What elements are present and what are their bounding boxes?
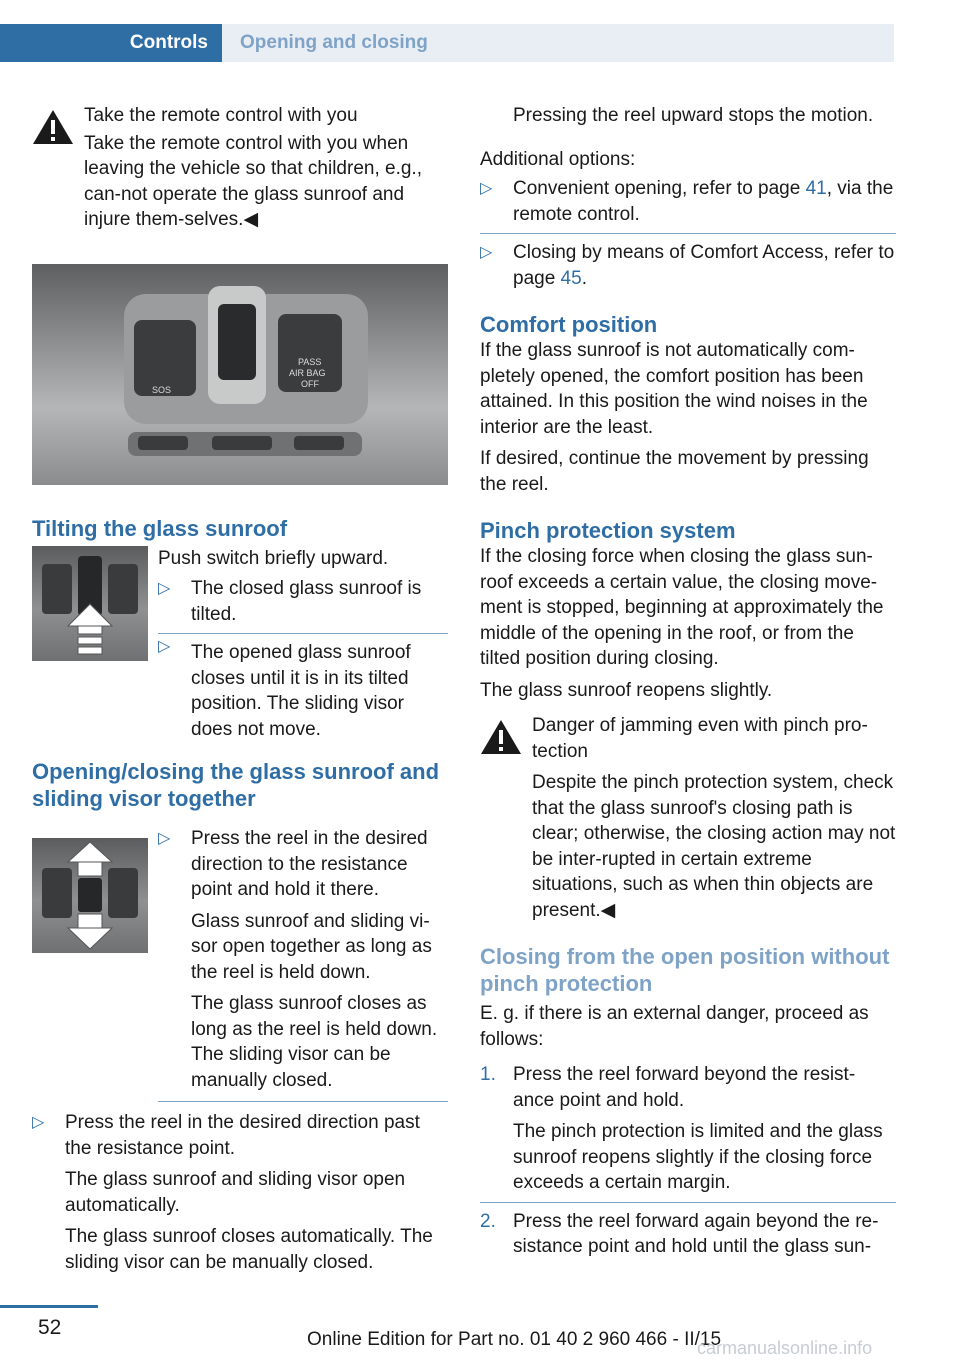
bullet-triangle-icon: ▷	[480, 180, 493, 197]
heading-comfort-position: Comfort position	[480, 312, 658, 337]
warning-title: Take the remote control with you	[84, 105, 358, 126]
header-bar	[0, 24, 894, 62]
watermark: carmanualsonline.info	[697, 1338, 873, 1358]
roof-console-illustration	[32, 264, 448, 485]
right-column	[480, 103, 896, 1260]
comfort-paragraph-2: If desired, continue the movement by pressing the reel.	[480, 448, 869, 495]
off-label: OFF	[301, 378, 319, 389]
list-item: ▷ The closed glass sunroof is tilted.	[158, 576, 448, 634]
comfort-paragraph: If the glass sunroof is not automatically com-pletely opened, the comfort position has been attained. In this position the wind noises in the interior are the least.	[480, 340, 868, 438]
step-number: 2.	[480, 1210, 496, 1232]
list-item-step-1: 1. Press the reel forward beyond the resist-ance point and hold. The pinch protection is limited and the glass sunroof reopens slightly if the closing force exceeds a certain margin.	[480, 1062, 896, 1203]
tab-controls[interactable]: Controls	[0, 24, 222, 62]
pinch-paragraph-2: The glass sunroof reopens slightly.	[480, 679, 773, 701]
warning-title: Danger of jamming even with pinch pro-tection	[532, 715, 868, 762]
continued-text: Pressing the reel upward stops the motion.	[513, 105, 874, 126]
warning-remote-control	[32, 103, 448, 233]
closing-intro: E. g. if there is an external danger, proceed as follows:	[480, 1003, 869, 1050]
list-item-step-2: 2. Press the reel forward again beyond the re-sistance point and hold until the glass sun-	[480, 1210, 879, 1257]
warning-jamming	[480, 713, 896, 923]
list-item: ▷ The opened glass sunroof closes until it is in its tilted position. The sliding visor does not move.	[158, 634, 448, 742]
tilt-switch-thumbnail	[32, 546, 148, 661]
warning-text: leaving the vehicle so that children, e.g., can-not operate the glass sunroof and injure them-selves.◀	[84, 158, 422, 230]
heading-closing-without-pinch: Closing from the open position without pinch protection	[480, 944, 890, 996]
airbag-label: AIR BAG	[289, 367, 326, 378]
bullet-triangle-icon: ▷	[32, 1114, 45, 1131]
bullet-triangle-icon: ▷	[480, 244, 493, 261]
open-close-switch-thumbnail	[32, 838, 148, 953]
bullet-triangle-icon: ▷	[158, 580, 171, 597]
step-number: 1.	[480, 1064, 496, 1085]
warning-triangle-icon	[32, 109, 74, 145]
tilting-intro: Push switch briefly upward.	[158, 547, 389, 569]
arrow-up-icon	[32, 546, 148, 661]
pinch-paragraph: If the closing force when closing the glass sun-roof exceeds a certain value, the closing move-ment is stopped, beginning at approximately the middle of the opening in the roof, or from the tilted position during closing.	[480, 546, 884, 669]
bullet-triangle-icon: ▷	[158, 830, 171, 847]
page-number: 52	[38, 1316, 62, 1339]
heading-tilting: Tilting the glass sunroof	[32, 515, 288, 541]
left-column	[32, 103, 448, 1275]
heading-opening-closing: Opening/closing the glass sunroof and sliding visor together	[32, 759, 440, 811]
list-item: ▷ Press the reel in the desired direction to the resistance point and hold it there. Glass sunroof and sliding vi-sor open together as long as the reel is held down. The glass sunroof closes as long as the reel is held down. The sliding visor can be manually closed.	[158, 826, 448, 1102]
sos-label: SOS	[152, 384, 172, 395]
tab-opening-and-closing[interactable]: Opening and closing	[222, 24, 894, 62]
list-item: ▷ Press the reel in the desired direction past the resistance point. The glass sunroof and sliding visor open automatically. The glass sunroof closes automatically. The sliding visor can be manually closed.	[32, 1112, 433, 1273]
list-item: ▷ Closing by means of Comfort Access, refer to page 45.	[480, 242, 895, 289]
page-link-45[interactable]: 45	[560, 267, 582, 289]
bullet-triangle-icon: ▷	[158, 638, 171, 655]
page-link-41[interactable]: 41	[805, 178, 827, 199]
additional-options-label: Additional options:	[480, 148, 636, 170]
warning-triangle-icon	[480, 719, 522, 755]
edition-text: Online Edition for Part no. 01 40 2 960 466 - II/15	[307, 1329, 722, 1350]
list-item: ▷ Convenient opening, refer to page 41, via the remote control.	[480, 176, 896, 234]
pass-label: PASS	[298, 356, 322, 367]
roof-console-photo	[32, 264, 448, 485]
heading-pinch-protection: Pinch protection system	[480, 518, 736, 543]
arrow-up-down-icon	[32, 838, 148, 953]
warning-text: Despite the pinch protection system, check that the glass sunroof's closing path is clear; otherwise, the closing action may not be inter-rupted in certain extreme situations, such as when thin objects are present.◀	[532, 772, 896, 921]
warning-text-line1: Take the remote control with you when	[84, 132, 409, 154]
footer-rule	[0, 1305, 98, 1308]
